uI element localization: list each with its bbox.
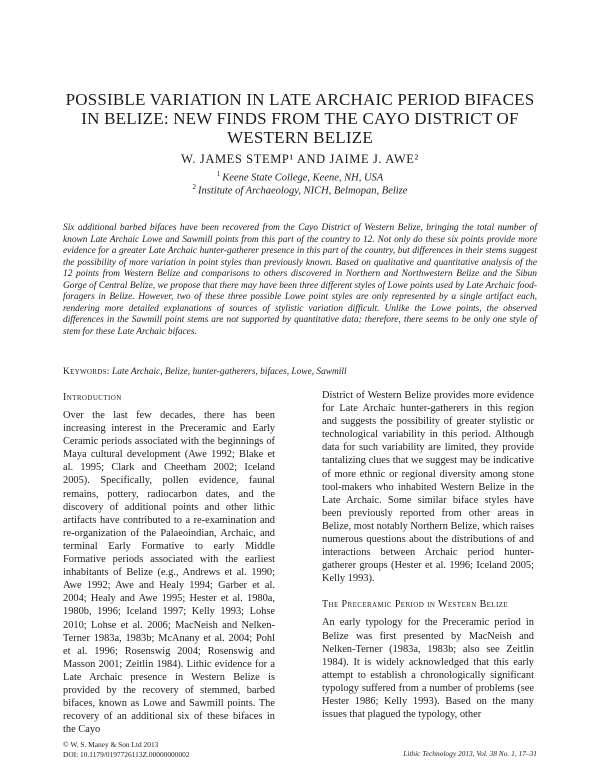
introduction-heading: Introduction (63, 392, 122, 403)
abstract: Six additional barbed bifaces have been recovered from the Cayo District of Western Belize, bringing the total number of known Late Archaic Lowe and Sawmill points from this part of the country to 12. Not only do these six points provide more evidence for a greater Late Archaic hunter-gatherer presence in this part of the country, but differences in their stems suggest the possibility of more variation in point styles than previously known. Based on qualitative and quantitative analysis of the 12 points from Western Belize and comparisons to others discovered in Northern and Northwestern Belize and the Sibun Gorge of Central Belize, we propose that there may have been three different styles of Lowe points used by Late Archaic food-foragers in Belize. However, two of these three possible Lowe point styles are only represented by a single artifact each, rendering more detailed explanations of sources of stylistic variation difficult. Unlike the Lowe points, the observed differences in the Sawmill point stems are not supported by quantitative data; therefore, there seems to be only one style of stem for these Late Archaic bifaces. (63, 223, 537, 337)
article-authors: W. JAMES STEMP¹ AND JAIME J. AWE² (181, 152, 419, 166)
affiliation-2-number: 2 (192, 183, 197, 191)
keywords-values: Late Archaic, Belize, hunter-gatherers, bifaces, Lowe, Sawmill (112, 367, 347, 377)
article-title: POSSIBLE VARIATION IN LATE ARCHAIC PERIOD BIFACES IN BELIZE: NEW FINDS FROM THE CAYO DISTRICT OF WESTERN BELIZE (65, 90, 535, 147)
affiliation-2 (0, 183, 600, 197)
affiliation-2-text: Institute of Archaeology, NICH, Belmopan, Belize (198, 185, 408, 197)
introduction-continued-text: District of Western Belize provides more evidence for Late Archaic hunter-gatherers in this region and suggests the possibility of greater stylistic or technological variability in this period. Although data for such variability are limited, they provide tantalizing clues that we suggest may be indicative of more ethnic or regional diversity among stone tool-makers who inhabited Western Belize in the Late Archaic. Some similar biface styles have been previously reported from other areas in Belize, most notably Northern Belize, which raises numerous questions about the distributions of and interactions between Archaic period hunter-gatherer groups (Hester et al. 1996; Iceland 2005; Kelly 1993). (322, 390, 534, 585)
affiliation-1-number: 1 (216, 170, 221, 178)
footer-doi: DOI: 10.1179/0197726113Z.00000000002 (63, 750, 190, 759)
preceramic-text: An early typology for the Preceramic period in Belize was first presented by MacNeish and Nelken-Terner (1983a, 1983b; also see Zeitlin 1984). It is widely acknowledged that this early attempt to establish a chronologically significant typology suffered from a number of problems (see Hester 1986; Kelly 1993). Based on the many issues that plagued the typology, other (322, 617, 534, 721)
introduction-text: Over the last few decades, there has been increasing interest in the Preceramic and Early Ceramic periods associated with the beginnings of Maya cultural development (Awe 1992; Blake et al. 1995; Clark and Cheetham 2002; Iceland 2005). Specifically, pollen evidence, faunal remains, pottery, radiocarbon dates, and the discovery of additional points and other lithic artifacts have contributed to a re-examination and re-organization of the Palaeoindian, Archaic, and terminal Early Formative to early Middle Formative periods associated with the earliest inhabitants of Belize (e.g., Andrews et al. 1990; Awe 1992; Awe and Healy 1994; Garber et al. 2004; Healy and Awe 1995; Hester et al. 1980a, 1980b, 1996; Iceland 1997; Kelly 1993; Lohse 2010; Lohse et al. 2006; MacNeish and Nelken-Terner 1983a, 1983b; McAnany et al. 2004; Pohl et al. 1996; Rosenswig 2004; Rosenswig and Masson 2001; Zeitlin 1984). Lithic evidence for a Late Archaic presence in Western Belize is provided by the recovery of stemmed, barbed bifaces, known as Lowe and Sawmill points. The recovery of an additional six of these bifaces in the Cayo (63, 410, 275, 736)
footer-journal: Lithic Technology 2013, Vol. 38 No. 1, 17–31 (403, 749, 537, 758)
preceramic-heading: The Preceramic Period in Western Belize (322, 599, 509, 611)
keywords-label: Keywords: (63, 367, 110, 377)
left-column (63, 392, 275, 736)
footer-left (63, 740, 190, 760)
affiliation-1 (0, 170, 600, 184)
keywords (63, 367, 537, 377)
footer-copyright: © W. S. Maney & Son Ltd 2013 (63, 740, 159, 749)
right-column (322, 389, 534, 721)
affiliation-1-text: Keene State College, Keene, NH, USA (222, 172, 384, 184)
